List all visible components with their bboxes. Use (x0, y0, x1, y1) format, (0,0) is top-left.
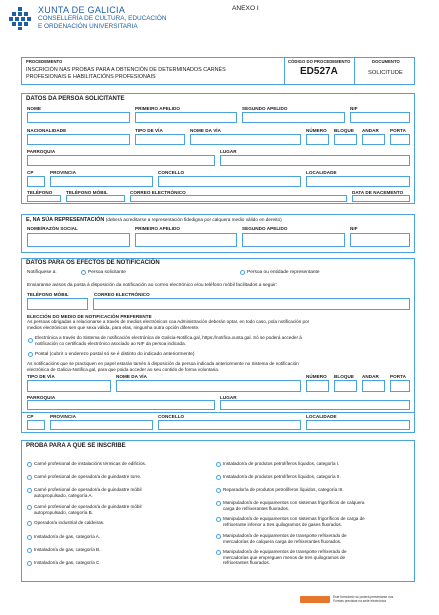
exam-option-radio[interactable] (27, 521, 32, 526)
exam-option-text-line: Instalador/a de gas, categoría C. (34, 560, 101, 565)
exam-section-title: PROBA PARA A QUE SE INSCRIBE (26, 443, 126, 449)
exam-option-text-line: Instalador/a de gas, categoría B. (34, 547, 101, 552)
exam-option-label (34, 560, 101, 566)
obliged-note-line-2: medios electrónicos sen que sexa válida, para elas, ningunha outra opción diferente. (27, 325, 200, 330)
applicant-nationality-field[interactable] (27, 134, 130, 145)
exam-option-text-line: Instalador/a de produtos petrolíferos líquidos, categoría I. (223, 461, 340, 466)
rep-surname1-field[interactable] (135, 233, 237, 247)
document-label: DOCUMENTO (372, 59, 400, 64)
logo-text: XUNTA DE GALICIA (38, 5, 126, 15)
footer-text (333, 595, 393, 603)
notification-section-title: DATOS PARA OS EFECTOS DE NOTIFICACIÓN (26, 260, 160, 266)
applicant-province-label: PROVINCIA (50, 170, 76, 175)
notif-email-label: CORREO ELECTRÓNICO (94, 292, 150, 297)
exam-option-text-line: mercadorías de calquera carga de refrixerantes fluorados. (223, 538, 342, 544)
document-type: SOLICITUDE (368, 70, 403, 76)
procedure-divider-2 (354, 57, 355, 85)
exam-option-text-line: mercadorías que empreguen menos de tres quilogramos de (223, 554, 346, 560)
notify-person-radio[interactable] (81, 270, 86, 275)
notif-door-label: PORTA (390, 374, 406, 379)
notify-representative-label: Persoa ou entidade representante (247, 270, 320, 275)
electronic-notif-line-1: Electrónica a través do Sistema de notificación electrónica de Galicia-Notifica.gal, https://notifica.xunta.gal. Só se poderá acceder á (35, 335, 302, 340)
department-line-1: CONSELLERÍA DE CULTURA, EDUCACIÓN (38, 15, 167, 22)
notif-floor-field[interactable] (362, 380, 385, 392)
notif-council-label: CONCELLO (158, 414, 185, 419)
rep-surname2-field[interactable] (242, 233, 345, 247)
exam-option-text-line: Manipulador/a de equipamentos con sistemas frigoríficos de calquera (223, 500, 365, 505)
applicant-surname2-label: SEGUNDO APELIDO (242, 106, 288, 111)
applicant-parish-field[interactable] (27, 155, 215, 166)
department-line-2: E ORDENACIÓN UNIVERSITARIA (38, 23, 138, 30)
electronic-notif-radio[interactable] (28, 338, 33, 343)
applicant-road-name-label: NOME DA VÍA (190, 128, 222, 133)
rep-nif-label: NIF (350, 226, 358, 231)
footer-text-line-2: Formas previstas na sede electrónica (333, 599, 386, 603)
applicant-email-label: CORREO ELECTRÓNICO (130, 190, 186, 195)
applicant-council-field[interactable] (158, 176, 301, 187)
applicant-block-label: BLOQUE (334, 128, 354, 133)
applicant-phone-field[interactable] (27, 195, 61, 202)
exam-option-text-line: Instalador/a de gas, categoría A. (34, 534, 101, 539)
notif-number-label: NÚMERO (306, 374, 327, 379)
procedure-code: ED527A (300, 66, 338, 77)
notif-email-field[interactable] (93, 298, 410, 310)
rep-surname1-label: PRIMEIRO APELIDO (135, 226, 181, 231)
exam-option-radio[interactable] (27, 488, 32, 493)
notif-postcode-label: CP (27, 414, 34, 419)
procedure-code-label: CÓDIGO DO PROCEDEMENTO (288, 59, 351, 64)
applicant-nationality-label: NACIONALIDADE (27, 128, 67, 133)
exam-option-label (223, 533, 347, 544)
applicant-name-field[interactable] (27, 112, 130, 123)
logo (7, 5, 33, 31)
exam-option-label (34, 487, 142, 498)
paper-note-line-1: As notificacións que se practiquen en papel estarán tamén á disposición da persoa indicada anteriormente no Sistema de notificación (27, 361, 299, 366)
exam-option-label (34, 474, 141, 480)
exam-option-radio[interactable] (216, 550, 221, 555)
exam-option-label (34, 534, 100, 540)
representative-section-note: (deberá acreditarse a representación fidedigna por calquera medio válido en dereito) (105, 217, 282, 222)
postal-notif-radio[interactable] (28, 352, 33, 357)
applicant-email-field[interactable] (130, 195, 347, 202)
applicant-place-label: LUGAR (220, 149, 237, 154)
exam-option-text-line: Carné profesional de instalacións térmicas de edificios. (34, 461, 147, 466)
exam-option-radio[interactable] (27, 548, 32, 553)
footer-text-line-1: Este formulario só poderá presentarse nos (333, 595, 394, 599)
applicant-door-field[interactable] (390, 134, 410, 145)
applicant-place-field[interactable] (220, 155, 410, 166)
notif-parish-label: PARROQUIA (27, 395, 56, 400)
exam-option-radio[interactable] (27, 505, 32, 510)
applicant-surname2-field[interactable] (242, 112, 345, 123)
exam-option-radio[interactable] (27, 475, 32, 480)
notif-place-field[interactable] (220, 400, 410, 410)
exam-option-radio[interactable] (216, 534, 221, 539)
exam-option-text-line: autopropulsado, categoría B. (34, 509, 93, 515)
exam-option-text-line: refrixerante inferior a tres quilogramos de gases fluorados. (223, 521, 342, 527)
applicant-section-title: DATOS DA PERSOA SOLICITANTE (26, 96, 125, 102)
procedure-label: PROCEDEMENTO (26, 59, 63, 64)
exam-option-radio[interactable] (216, 488, 221, 493)
notif-locality-field[interactable] (306, 420, 410, 430)
exam-option-text-line: Manipulador/a de equipamentos de transporte refrixerado de (223, 549, 347, 554)
exam-option-text-line: carga de refrixerantes fluorados. (223, 505, 290, 511)
exam-option-label (223, 516, 365, 527)
exam-option-radio[interactable] (27, 535, 32, 540)
exam-option-label (223, 461, 339, 467)
applicant-number-field[interactable] (306, 134, 329, 145)
electronic-notif-line-2: notificación co certificado electrónico asociado ao NIF da persoa indicada. (35, 341, 186, 346)
rep-nif-field[interactable] (350, 233, 410, 247)
representative-section-header (26, 217, 282, 223)
applicant-name-label: NOME (27, 106, 41, 111)
rep-name-label: NOME/RAZÓN SOCIAL (27, 226, 78, 231)
exam-option-radio[interactable] (27, 462, 32, 467)
applicant-road-name-field[interactable] (190, 134, 301, 145)
exam-option-text-line: Reparador/a de produtos petrolíferos líquidos, categoría III. (223, 487, 344, 492)
exam-option-label (34, 504, 142, 515)
exam-option-label (223, 474, 341, 480)
applicant-parish-label: PARROQUIA (27, 149, 56, 154)
procedure-divider-1 (284, 57, 285, 85)
applicant-mobile-label: TELÉFONO MÓBIL (66, 190, 108, 195)
exam-option-radio[interactable] (216, 501, 221, 506)
footer-logo (300, 596, 330, 603)
paper-note-line-2: electrónica de Galicia-Notifica.gal, para que poida acceder ao seu contido de forma voluntaria. (27, 367, 220, 372)
obliged-note (27, 319, 309, 331)
notif-road-type-label: TIPO DE VÍA (27, 374, 55, 379)
applicant-postcode-label: CP (27, 170, 34, 175)
exam-option-text-line: Manipulador/a de equipamentos con sistemas frigoríficos de carga de (223, 516, 365, 521)
notif-floor-label: ANDAR (362, 374, 379, 379)
applicant-surname1-label: PRIMEIRO APELIDO (135, 106, 181, 111)
applicant-birthdate-label: DATA DE NACEMENTO (352, 190, 404, 195)
rep-surname2-label: SEGUNDO APELIDO (242, 226, 288, 231)
applicant-council-label: CONCELLO (158, 170, 185, 175)
exam-option-text-line: autopropulsado, categoría A. (34, 492, 93, 498)
rep-name-field[interactable] (27, 233, 130, 247)
applicant-road-type-label: TIPO DE VÍA (135, 128, 163, 133)
notif-block-label: BLOQUE (334, 374, 354, 379)
notif-medium-title: ELECCIÓN DO MEDIO DE NOTIFICACIÓN PREFERENTE (27, 314, 152, 319)
electronic-notif-option (35, 335, 302, 347)
obliged-note-line-1: As persoas obrigadas a relacionarse a través de medios electrónicos coa Administración deberán optar, en todo caso, pola notificación por (27, 319, 310, 324)
applicant-mobile-field[interactable] (66, 195, 125, 202)
applicant-birthdate-field[interactable] (352, 195, 410, 202)
applicant-floor-label: ANDAR (362, 128, 379, 133)
notif-parish-field[interactable] (27, 400, 215, 410)
exam-option-label (34, 520, 104, 526)
applicant-floor-field[interactable] (362, 134, 385, 145)
applicant-number-label: NÚMERO (306, 128, 327, 133)
applicant-locality-field[interactable] (306, 176, 410, 187)
notif-province-field[interactable] (50, 420, 153, 430)
notify-person-label: Persoa solicitante (88, 270, 126, 275)
exam-option-text-line: Operador/a industrial de caldeiras. (34, 520, 105, 525)
notif-mobile-label: TELÉFONO MÓBIL (27, 292, 69, 297)
notif-locality-label: LOCALIDADE (306, 414, 337, 419)
exam-option-radio[interactable] (216, 475, 221, 480)
applicant-nif-field[interactable] (350, 112, 410, 123)
notif-number-field[interactable] (306, 380, 329, 392)
exam-option-text-line: Carné profesional de operador/a de guindastre móbil (34, 504, 142, 509)
notice-text: Enviaranse avisos da posta á disposición da notificación ao correo electrónico e/ou teléfono móbil facilitados a seguir: (27, 283, 278, 288)
notify-to-label: Notifíquese a: (27, 270, 57, 275)
notif-door-field[interactable] (390, 380, 410, 392)
procedure-title-2: PROFESIONAIS E HABILITACIÓNS PROFESIONAIS (26, 74, 156, 80)
notif-road-type-field[interactable] (27, 380, 111, 392)
exam-option-label (34, 547, 100, 553)
exam-option-radio[interactable] (216, 462, 221, 467)
exam-option-text-line: Carné profesional de operador/a de guindastre torre. (34, 474, 142, 479)
notif-road-name-field[interactable] (116, 380, 301, 392)
exam-option-label (223, 487, 344, 493)
notify-representative-radio[interactable] (240, 270, 245, 275)
notif-place-label: LUGAR (220, 395, 237, 400)
procedure-title-1: INSCRICIÓN NAS PROBAS PARA A OBTENCIÓN DE DETERMINADOS CARNÉS (26, 67, 226, 73)
paper-note (27, 361, 299, 373)
exam-option-label (223, 549, 347, 566)
exam-option-label (223, 500, 364, 511)
exam-option-label (34, 461, 146, 467)
applicant-surname1-field[interactable] (135, 112, 237, 123)
applicant-phone-label: TELÉFONO (27, 190, 53, 195)
notif-mobile-field[interactable] (27, 298, 88, 310)
exam-option-text-line: Manipulador/a de equipamentos de transporte refrixerado de (223, 533, 347, 538)
exam-option-text-line: Carné profesional de operador/a de guindastre móbil (34, 487, 142, 492)
representative-section-title: E, NA SÚA REPRESENTACIÓN (26, 217, 105, 223)
applicant-locality-label: LOCALIDADE (306, 170, 337, 175)
applicant-postcode-field[interactable] (27, 176, 45, 187)
notif-province-label: PROVINCIA (50, 414, 76, 419)
exam-option-text-line: Instalador/a de produtos petrolíferos líquidos, categoría II. (223, 474, 341, 479)
applicant-block-field[interactable] (334, 134, 357, 145)
notif-road-name-label: NOME DA VÍA (116, 374, 148, 379)
applicant-road-type-field[interactable] (135, 134, 185, 145)
notif-council-field[interactable] (158, 420, 301, 430)
applicant-door-label: PORTA (390, 128, 406, 133)
exam-option-radio[interactable] (27, 561, 32, 566)
notif-postcode-field[interactable] (27, 420, 45, 430)
xunta-logo-icon (7, 5, 33, 31)
notif-block-field[interactable] (334, 380, 357, 392)
postal-notif-label: Postal (cubrir o enderezo postal só se é distinto do indicado anteriormente) (35, 352, 195, 357)
applicant-province-field[interactable] (50, 176, 153, 187)
exam-option-radio[interactable] (216, 517, 221, 522)
annex-label: ANEXO I (232, 5, 259, 12)
exam-option-text-line: refrixerantes fluorados. (223, 560, 270, 566)
applicant-nif-label: NIF (350, 106, 358, 111)
